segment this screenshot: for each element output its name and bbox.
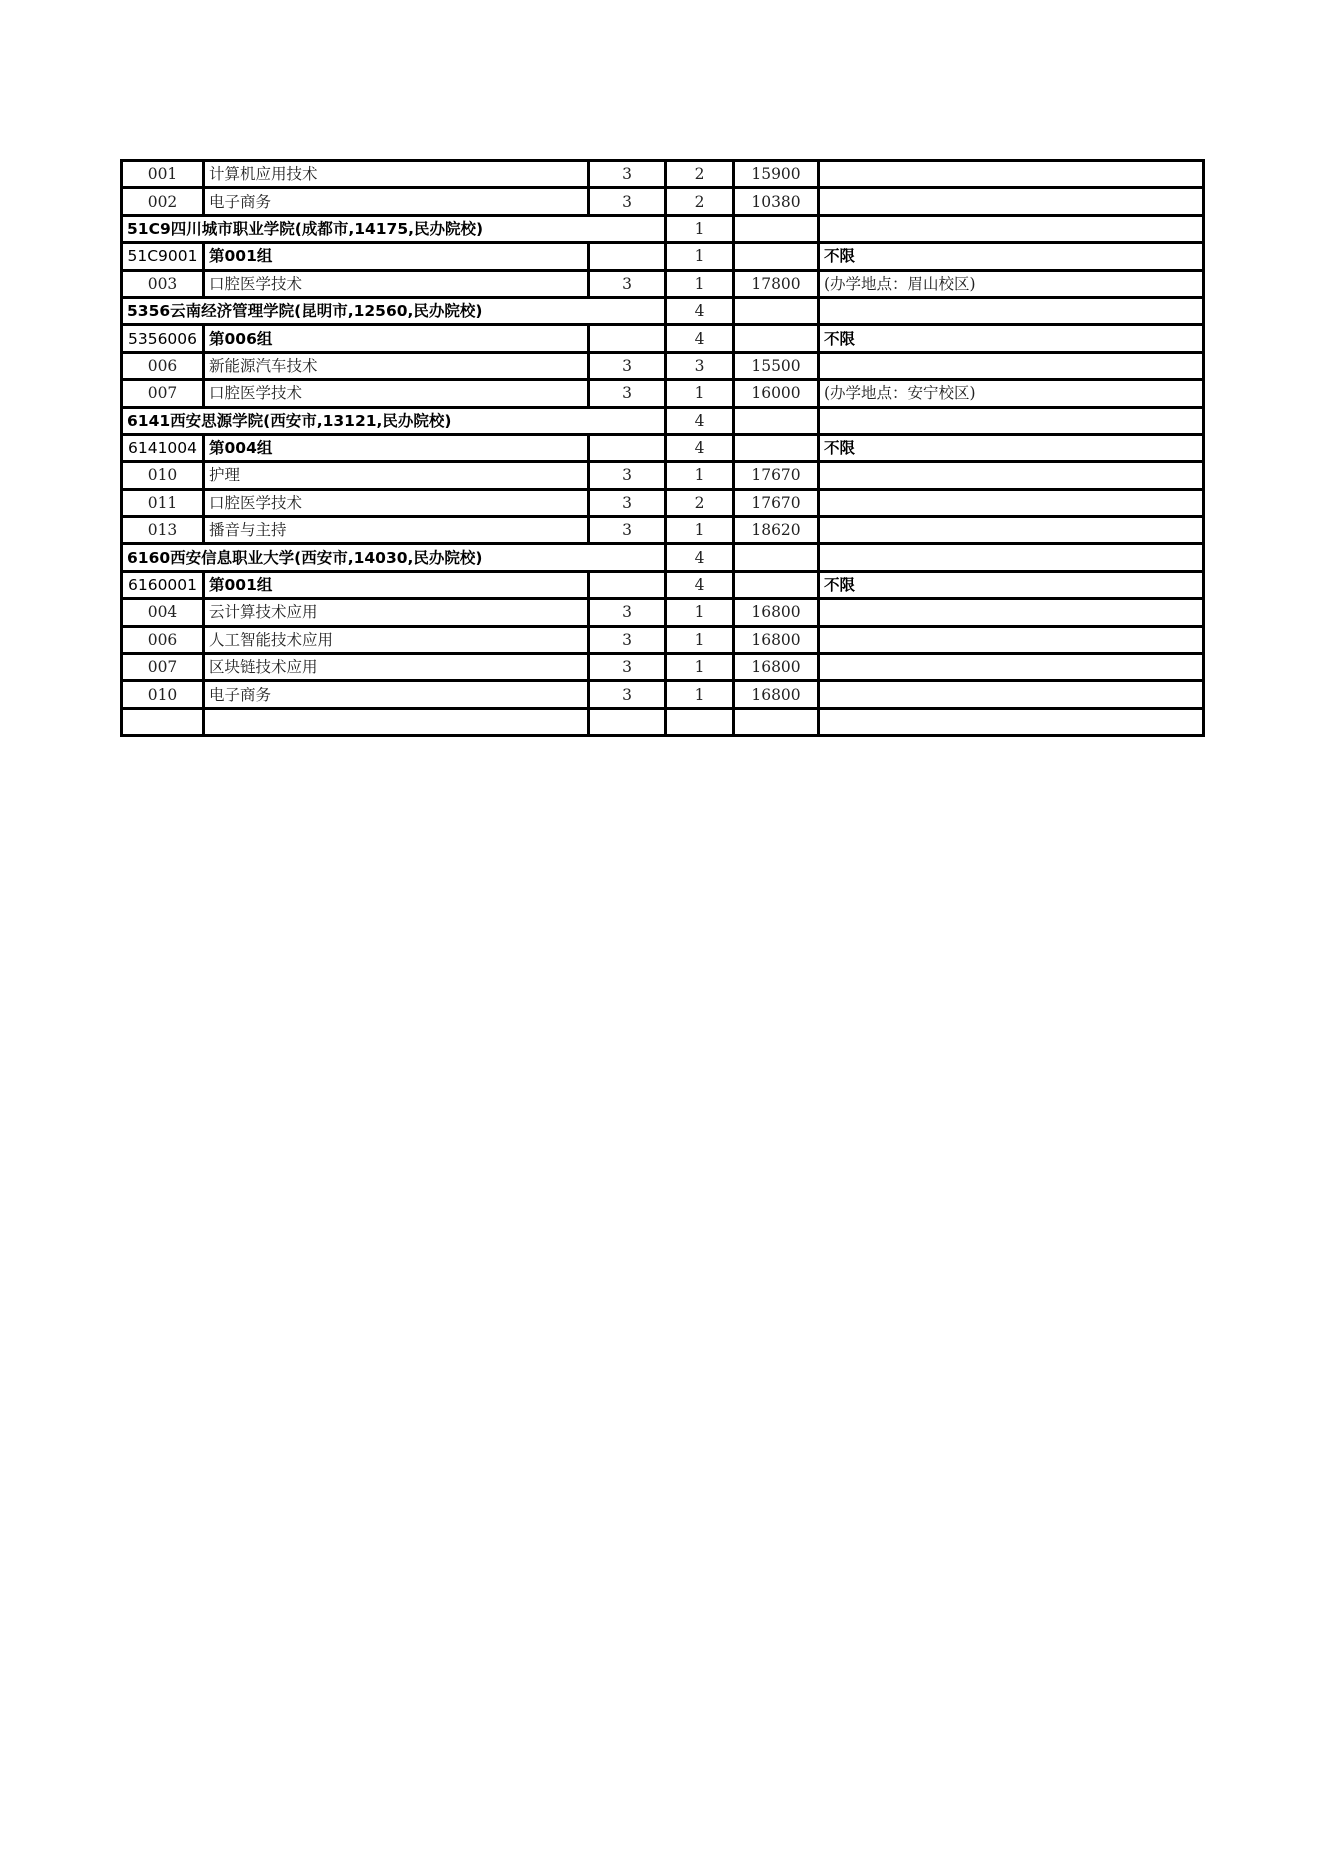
enrollment-plan-table — [120, 159, 1205, 737]
subject-requirement-cell: 不限 — [819, 571, 1204, 598]
subject-requirement-cell: 不限 — [819, 243, 1204, 270]
remark-cell — [819, 599, 1204, 626]
plan-count-cell: 2 — [666, 161, 734, 188]
empty-cell — [589, 708, 666, 735]
study-years-cell: 3 — [589, 681, 666, 708]
empty-cell — [204, 708, 589, 735]
major-code-cell: 002 — [122, 188, 204, 215]
major-name-cell: 计算机应用技术 — [204, 161, 589, 188]
major-row — [122, 188, 1204, 215]
plan-count-cell: 3 — [666, 352, 734, 379]
major-name-cell: 护理 — [204, 462, 589, 489]
study-years-cell: 3 — [589, 462, 666, 489]
plan-count-cell: 1 — [666, 626, 734, 653]
empty-cell — [589, 434, 666, 461]
plan-count-cell: 1 — [666, 215, 734, 242]
remark-cell — [819, 681, 1204, 708]
remark-cell — [819, 626, 1204, 653]
empty-cell — [589, 243, 666, 270]
plan-count-cell: 1 — [666, 517, 734, 544]
study-years-cell: 3 — [589, 489, 666, 516]
major-name-cell: 电子商务 — [204, 188, 589, 215]
remark-cell — [819, 161, 1204, 188]
plan-count-cell: 1 — [666, 243, 734, 270]
study-years-cell: 3 — [589, 352, 666, 379]
empty-cell — [589, 571, 666, 598]
remark-cell — [819, 462, 1204, 489]
plan-count-cell: 4 — [666, 407, 734, 434]
empty-cell — [734, 434, 819, 461]
empty-cell — [589, 325, 666, 352]
plan-count-cell: 2 — [666, 188, 734, 215]
study-years-cell: 3 — [589, 517, 666, 544]
major-name-cell: 口腔医学技术 — [204, 489, 589, 516]
group-row — [122, 434, 1204, 461]
plan-count-cell: 4 — [666, 325, 734, 352]
plan-count-cell: 4 — [666, 297, 734, 324]
remark-cell — [819, 517, 1204, 544]
remark-cell — [819, 352, 1204, 379]
major-code-cell: 010 — [122, 681, 204, 708]
school-title-cell: 51C9四川城市职业学院(成都市,14175,民办院校) — [122, 215, 666, 242]
empty-cell — [819, 297, 1204, 324]
major-row — [122, 161, 1204, 188]
empty-cell — [734, 215, 819, 242]
major-code-cell: 010 — [122, 462, 204, 489]
empty-cell — [734, 243, 819, 270]
major-code-cell: 013 — [122, 517, 204, 544]
remark-cell: (办学地点：安宁校区) — [819, 380, 1204, 407]
tuition-fee-cell: 16800 — [734, 599, 819, 626]
study-years-cell: 3 — [589, 188, 666, 215]
plan-count-cell: 1 — [666, 681, 734, 708]
group-name-cell: 第004组 — [204, 434, 589, 461]
study-years-cell: 3 — [589, 626, 666, 653]
major-code-cell: 003 — [122, 270, 204, 297]
major-row — [122, 270, 1204, 297]
group-name-cell: 第001组 — [204, 571, 589, 598]
tuition-fee-cell: 15500 — [734, 352, 819, 379]
plan-count-cell: 1 — [666, 380, 734, 407]
empty-cell — [819, 544, 1204, 571]
empty-cell — [734, 297, 819, 324]
major-row — [122, 352, 1204, 379]
major-row — [122, 599, 1204, 626]
empty-cell — [734, 571, 819, 598]
major-code-cell: 011 — [122, 489, 204, 516]
group-row — [122, 243, 1204, 270]
empty-cell — [819, 215, 1204, 242]
study-years-cell: 3 — [589, 380, 666, 407]
major-code-cell: 007 — [122, 380, 204, 407]
tuition-fee-cell: 16800 — [734, 654, 819, 681]
major-code-cell: 006 — [122, 352, 204, 379]
tuition-fee-cell: 15900 — [734, 161, 819, 188]
remark-cell — [819, 489, 1204, 516]
empty-cell — [819, 407, 1204, 434]
group-code-cell: 5356006 — [122, 325, 204, 352]
major-name-cell: 区块链技术应用 — [204, 654, 589, 681]
tuition-fee-cell: 18620 — [734, 517, 819, 544]
tuition-fee-cell: 10380 — [734, 188, 819, 215]
major-name-cell: 人工智能技术应用 — [204, 626, 589, 653]
plan-count-cell: 1 — [666, 270, 734, 297]
remark-cell — [819, 188, 1204, 215]
school-title-cell: 5356云南经济管理学院(昆明市,12560,民办院校) — [122, 297, 666, 324]
plan-count-cell: 2 — [666, 489, 734, 516]
plan-count-cell: 1 — [666, 654, 734, 681]
study-years-cell: 3 — [589, 654, 666, 681]
major-code-cell: 006 — [122, 626, 204, 653]
major-name-cell: 新能源汽车技术 — [204, 352, 589, 379]
study-years-cell: 3 — [589, 270, 666, 297]
school-header-row — [122, 544, 1204, 571]
major-code-cell: 001 — [122, 161, 204, 188]
group-name-cell: 第006组 — [204, 325, 589, 352]
major-row — [122, 489, 1204, 516]
major-code-cell: 007 — [122, 654, 204, 681]
empty-cell — [122, 708, 204, 735]
remark-cell: (办学地点：眉山校区) — [819, 270, 1204, 297]
plan-count-cell: 4 — [666, 434, 734, 461]
group-code-cell: 6141004 — [122, 434, 204, 461]
major-name-cell: 口腔医学技术 — [204, 270, 589, 297]
school-title-cell: 6160西安信息职业大学(西安市,14030,民办院校) — [122, 544, 666, 571]
school-header-row — [122, 407, 1204, 434]
empty-cell — [734, 708, 819, 735]
empty-row — [122, 708, 1204, 735]
major-row — [122, 626, 1204, 653]
subject-requirement-cell: 不限 — [819, 434, 1204, 461]
school-header-row — [122, 297, 1204, 324]
tuition-fee-cell: 17800 — [734, 270, 819, 297]
major-row — [122, 380, 1204, 407]
major-name-cell: 播音与主持 — [204, 517, 589, 544]
major-row — [122, 681, 1204, 708]
major-code-cell: 004 — [122, 599, 204, 626]
empty-cell — [734, 407, 819, 434]
major-row — [122, 654, 1204, 681]
empty-cell — [819, 708, 1204, 735]
group-row — [122, 571, 1204, 598]
tuition-fee-cell: 16800 — [734, 626, 819, 653]
plan-count-cell: 4 — [666, 571, 734, 598]
subject-requirement-cell: 不限 — [819, 325, 1204, 352]
major-name-cell: 电子商务 — [204, 681, 589, 708]
plan-count-cell: 1 — [666, 462, 734, 489]
tuition-fee-cell: 16800 — [734, 681, 819, 708]
tuition-fee-cell: 16000 — [734, 380, 819, 407]
plan-count-cell: 1 — [666, 599, 734, 626]
major-row — [122, 462, 1204, 489]
empty-cell — [666, 708, 734, 735]
group-row — [122, 325, 1204, 352]
empty-cell — [734, 325, 819, 352]
major-name-cell: 云计算技术应用 — [204, 599, 589, 626]
school-header-row — [122, 215, 1204, 242]
study-years-cell: 3 — [589, 161, 666, 188]
study-years-cell: 3 — [589, 599, 666, 626]
group-code-cell: 51C9001 — [122, 243, 204, 270]
school-title-cell: 6141西安思源学院(西安市,13121,民办院校) — [122, 407, 666, 434]
plan-count-cell: 4 — [666, 544, 734, 571]
group-name-cell: 第001组 — [204, 243, 589, 270]
remark-cell — [819, 654, 1204, 681]
major-row — [122, 517, 1204, 544]
major-name-cell: 口腔医学技术 — [204, 380, 589, 407]
group-code-cell: 6160001 — [122, 571, 204, 598]
empty-cell — [734, 544, 819, 571]
tuition-fee-cell: 17670 — [734, 462, 819, 489]
tuition-fee-cell: 17670 — [734, 489, 819, 516]
